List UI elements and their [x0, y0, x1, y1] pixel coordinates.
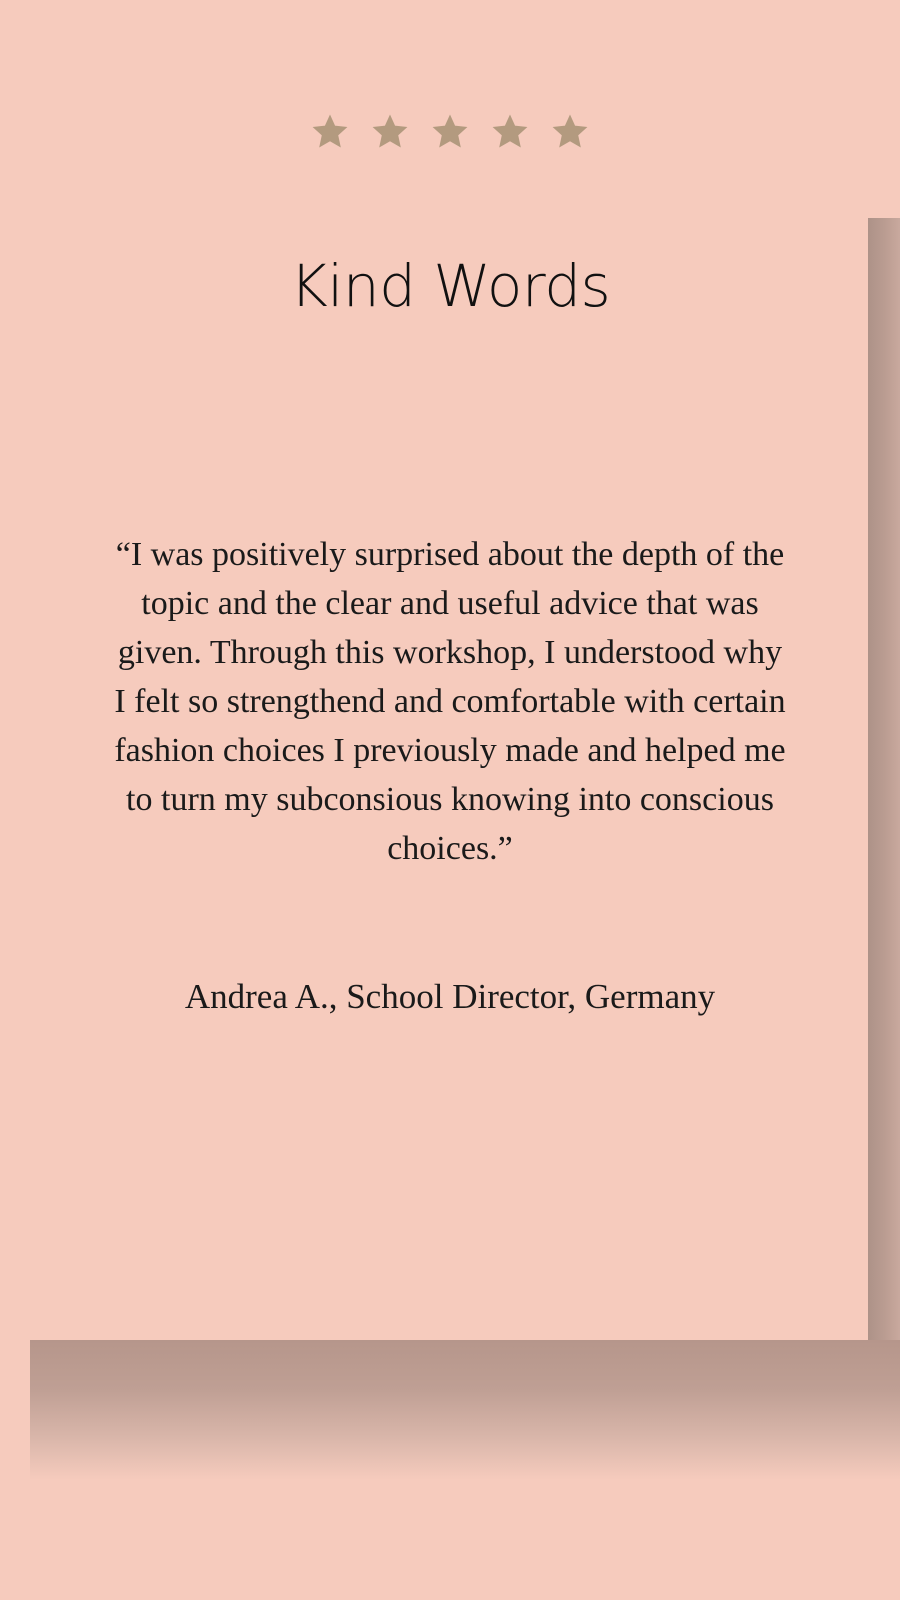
card-shadow-bottom: [30, 1340, 900, 1480]
star-icon: [310, 112, 350, 152]
star-icon: [550, 112, 590, 152]
star-rating: [0, 112, 900, 156]
star-icon: [490, 112, 530, 152]
star-icon: [370, 112, 410, 152]
testimonial-author: Andrea A., School Director, Germany: [184, 977, 716, 1016]
star-icon: [430, 112, 470, 152]
section-title: Kind Words: [289, 252, 611, 320]
card-shadow-right: [868, 218, 900, 1340]
testimonial-quote: “I was positively surprised about the depth of the topic and the clear and useful advice that was given. Through this workshop, I understood why I felt so strengthend and comfortable with certain fashion choices I previously made and helped me to turn my subconsious knowing into conscious choices.”: [114, 536, 786, 867]
